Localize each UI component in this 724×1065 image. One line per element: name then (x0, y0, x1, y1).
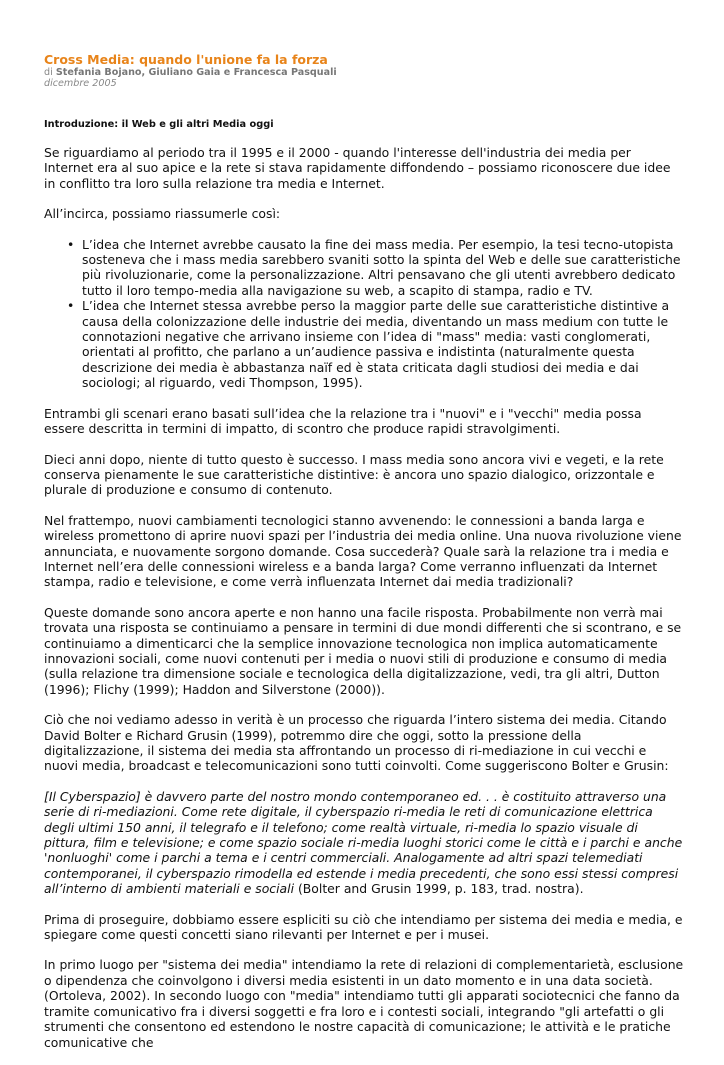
article-title: Cross Media: quando l'unione fa la forza (44, 52, 328, 67)
byline-prefix: di (44, 67, 53, 78)
quote-text: [Il Cyberspazio] è davvero parte del nostro mondo contemporaneo ed. . . è costituito attraverso una serie di ri-mediazioni. Come rete digitale, il cyberspazio ri-media le reti di comunicazione elettrica degli ultimi 150 anni, il telegrafo e il telefono; come realtà virtuale, ri-media lo spazio visuale di pittura, film e televisione; e come spazio sociale ri-media luoghi storici come le città e i parchi e anche 'nonluoghi' come i parchi a tema e i centri commerciali. Analogamente ad altri spazi telemediati contemporanei, il cyberspazio rimodella ed estende i media precedenti, che sono essi stessi compresi all’interno di ambienti materiali e sociali (44, 788, 683, 897)
paragraph: Entrambi gli scenari erano basati sull’idea che la relazione tra i "nuovi" e i "vecchi" media possa essere descritta in termini di impatto, di scontro che produce rapidi stravolgimenti. (44, 405, 642, 437)
paragraph: Nel frattempo, nuovi cambiamenti tecnologici stanno avvenendo: le connessioni a banda larga e wireless promettono di aprire nuovi spazi per l’industria dei media online. Una nuova rivoluzione viene annunciata, e nuovamente sorgono domande. Cosa succederà? Quale sarà la relazione tra i media e Internet nell’era delle connessioni wireless e a banda larga? Come verranno influenzati da Internet stampa, radio e televisione, e come verrà influenzata Internet dai media tradizionali? (44, 512, 682, 590)
block-quote (44, 789, 684, 897)
paragraph: Se riguardiamo al periodo tra il 1995 e il 2000 - quando l'interesse dell'industria dei media per Internet era al suo apice e la rete si stava rapidamente diffondendo – possiamo riconoscere due idee in conflitto tra loro sulla relazione tra media e Internet. (44, 145, 671, 191)
paragraph: Dieci anni dopo, niente di tutto questo è successo. I mass media sono ancora vivi e vegeti, e la rete conserva pienamente le sue caratteristiche distintive: è ancora uno spazio dialogico, orizzontale e plurale di produzione e consumo di contenuto. (44, 451, 664, 498)
article-authors: Stefania Bojano, Giuliano Gaia e Francesca Pasquali (55, 67, 337, 78)
section-heading: Introduzione: il Web e gli altri Media oggi (44, 119, 274, 130)
bullet-icon: • (67, 236, 75, 252)
idea-list (44, 237, 684, 391)
paragraph: All’incirca, possiamo riassumerle così: (44, 206, 281, 222)
quote-citation: (Bolter and Grusin 1999, p. 183, trad. nostra). (294, 881, 584, 897)
list-item-text: L’idea che Internet stessa avrebbe perso la maggior parte delle sue caratteristiche distintive a causa della colonizzazione delle industrie dei media, diventando un mass medium con tutte le connotazioni negative che arrivano insieme con l’idea di "mass" media: vasti conglomerati, orientati al profitto, che parlano a un’audience passiva e indistinta (naturalmente questa descrizione dei media è abbastanza naïf ed è stata criticata dagli studiosi dei media e dai sociologi; al riguardo, vedi Thompson, 1995). (82, 298, 670, 391)
paragraph: Prima di proseguire, dobbiamo essere espliciti su ciò che intendiamo per sistema dei media e media, e spiegare come questi concetti siano rilevanti per Internet e per i musei. (44, 911, 683, 943)
article-byline (44, 67, 680, 78)
list-item (67, 236, 684, 299)
list-item-text: L’idea che Internet avrebbe causato la fine dei mass media. Per esempio, la tesi tecno-utopista sosteneva che i mass media sarebbero svaniti sotto la spinta del Web e delle sue caratteristiche più rivoluzionarie, come la personalizzazione. Altri pensavano che gli utenti avrebbero dedicato tutto il loro tempo-media alla navigazione su web, a scapito di stampa, radio e TV. (82, 236, 681, 298)
paragraph: Queste domande sono ancora aperte e non hanno una facile risposta. Probabilmente non verrà mai trovata una risposta se continuiamo a pensare in termini di due mondi differenti che si scontrano, e se continuiamo a dimenticarci che la semplice innovazione tecnologica non implica automaticamente innovazioni sociali, come nuovi contenuti per i media o nuovi stili di produzione e consumo di media (sulla relazione tra dimensione sociale e tecnologica della digitalizzazione, vedi, tra gli altri, Dutton (1996); Flichy (1999); Haddon and Silverstone (2000)). (44, 604, 682, 697)
article-page (44, 52, 684, 1050)
paragraph: In primo luogo per "sistema dei media" intendiamo la rete di relazioni di complementarietà, esclusione o dipendenza che coinvolgono i diversi media esistenti in un dato momento e in una data società. (Ortoleva, 2002). In secondo luogo con "media" intendiamo tutti gli apparati sociotecnici che fanno da tramite comunicativo fra i diversi soggetti e fra loro e i contesti sociali, integrando "gli artefatti o gli strumenti che consentono ed estendono le nostre capacità di comunicazione; le attività e le pratiche comunicative che (44, 957, 684, 1050)
article-date: dicembre 2005 (44, 78, 117, 89)
article-body (44, 145, 684, 1065)
list-item (67, 298, 684, 391)
bullet-icon: • (67, 298, 75, 314)
paragraph: Ciò che noi vediamo adesso in verità è un processo che riguarda l’intero sistema dei media. Citando David Bolter e Richard Grusin (1999), potremmo dire che oggi, sotto la pressione della digitalizzazione, il sistema dei media sta affrontando un processo di ri-mediazione in cui vecchi e nuovi media, broadcast e telecomunicazioni sono tutti coinvolti. Come suggeriscono Bolter e Grusin: (44, 712, 669, 774)
